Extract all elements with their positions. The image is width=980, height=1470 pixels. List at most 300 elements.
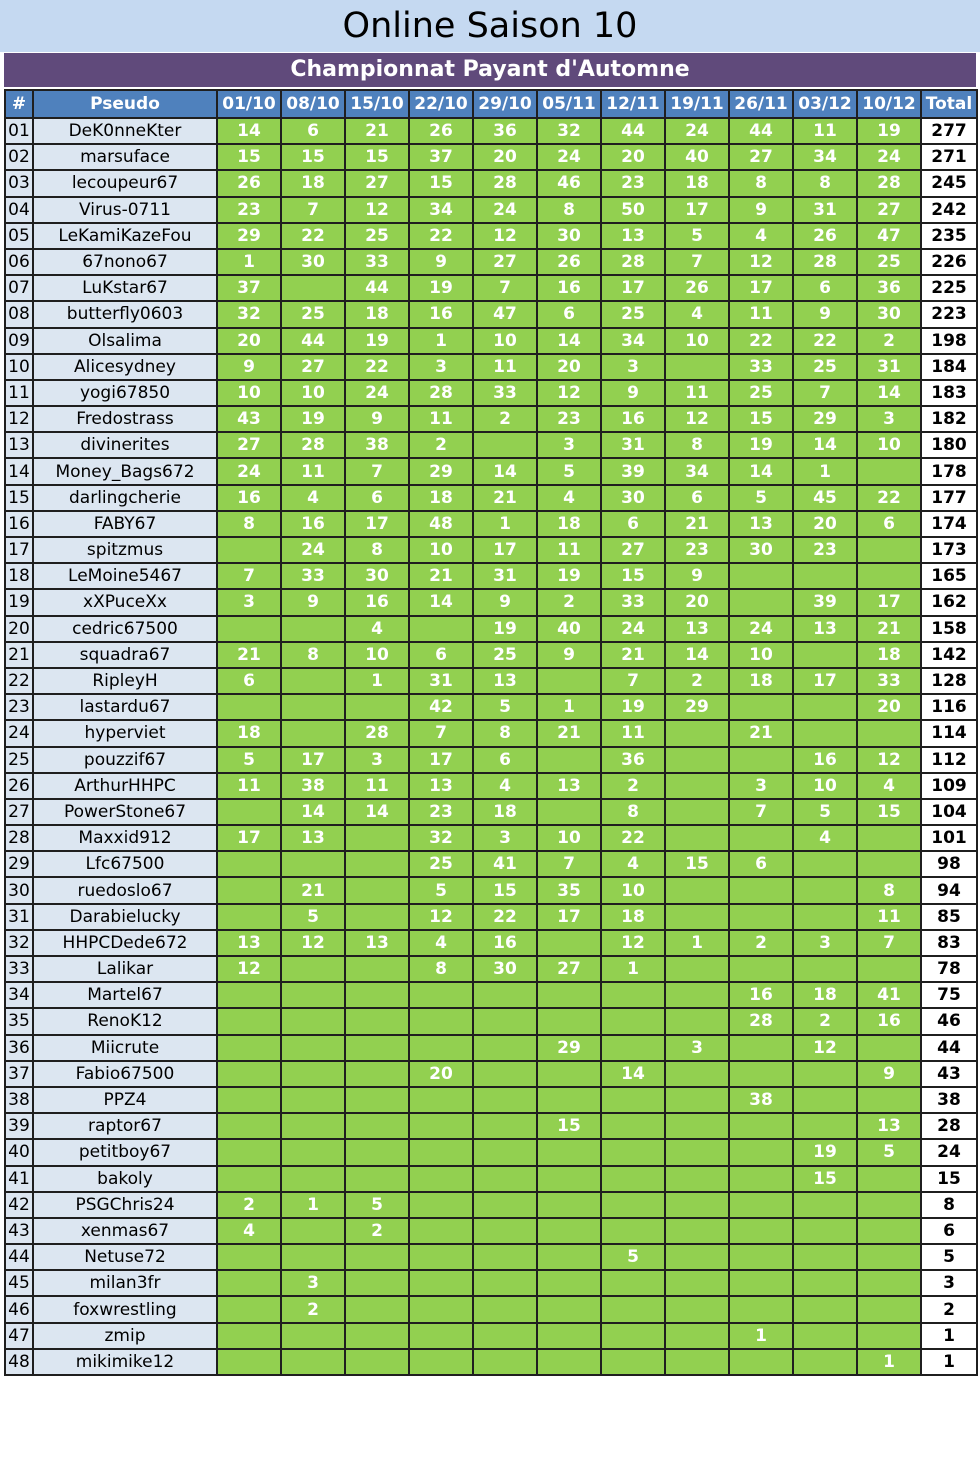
score-cell	[473, 432, 537, 458]
score-cell	[281, 1008, 345, 1034]
total-cell: 116	[921, 694, 977, 720]
score-cell: 11	[345, 773, 409, 799]
score-cell	[537, 1139, 601, 1165]
table-row	[5, 799, 977, 825]
total-cell: 277	[921, 118, 977, 144]
score-cell	[473, 1270, 537, 1296]
score-cell: 2	[793, 1008, 857, 1034]
pseudo-cell: HHPCDede672	[33, 930, 217, 956]
score-cell: 8	[601, 799, 665, 825]
score-cell: 12	[345, 197, 409, 223]
total-cell: 38	[921, 1087, 977, 1113]
rank-cell: 36	[5, 1035, 33, 1061]
score-cell: 9	[473, 589, 537, 615]
column-header-date: 15/10	[345, 90, 409, 118]
column-header-date: 26/11	[729, 90, 793, 118]
score-cell: 15	[665, 851, 729, 877]
score-cell: 1	[217, 249, 281, 275]
score-cell: 3	[665, 1035, 729, 1061]
score-cell	[409, 1349, 473, 1375]
score-cell: 7	[601, 668, 665, 694]
total-cell: 223	[921, 301, 977, 327]
score-cell: 20	[793, 511, 857, 537]
table-row	[5, 170, 977, 196]
pseudo-cell: ruedoslo67	[33, 877, 217, 903]
score-cell	[409, 1270, 473, 1296]
score-cell: 11	[281, 458, 345, 484]
rank-cell: 48	[5, 1349, 33, 1375]
score-cell: 18	[281, 170, 345, 196]
score-cell: 22	[345, 354, 409, 380]
total-cell: 2	[921, 1296, 977, 1322]
score-cell	[409, 1113, 473, 1139]
score-cell: 37	[217, 275, 281, 301]
score-cell	[729, 747, 793, 773]
pseudo-cell: Fabio67500	[33, 1061, 217, 1087]
score-cell	[729, 1218, 793, 1244]
total-cell: 98	[921, 851, 977, 877]
score-cell: 18	[409, 485, 473, 511]
score-cell: 24	[537, 144, 601, 170]
score-cell	[665, 825, 729, 851]
score-cell: 17	[537, 904, 601, 930]
score-cell: 10	[537, 825, 601, 851]
table-row	[5, 589, 977, 615]
score-cell: 14	[729, 458, 793, 484]
total-cell: 28	[921, 1113, 977, 1139]
rank-cell: 07	[5, 275, 33, 301]
score-cell: 19	[537, 563, 601, 589]
total-cell: 1	[921, 1349, 977, 1375]
rank-cell: 16	[5, 511, 33, 537]
score-cell	[793, 1244, 857, 1270]
score-cell: 22	[793, 328, 857, 354]
score-cell	[857, 1244, 921, 1270]
score-cell: 4	[537, 485, 601, 511]
score-cell	[665, 1192, 729, 1218]
score-cell: 28	[473, 170, 537, 196]
column-header-date: 19/11	[665, 90, 729, 118]
total-cell: 104	[921, 799, 977, 825]
score-cell: 23	[793, 537, 857, 563]
score-cell	[473, 1061, 537, 1087]
score-cell: 15	[281, 144, 345, 170]
score-cell: 14	[793, 432, 857, 458]
score-cell	[281, 694, 345, 720]
score-cell: 19	[857, 118, 921, 144]
score-cell: 36	[601, 747, 665, 773]
score-cell	[281, 1349, 345, 1375]
score-cell	[729, 1035, 793, 1061]
score-cell	[537, 1008, 601, 1034]
rank-cell: 24	[5, 720, 33, 746]
score-cell: 30	[281, 249, 345, 275]
score-cell: 6	[793, 275, 857, 301]
score-cell: 16	[793, 747, 857, 773]
score-cell: 16	[409, 301, 473, 327]
rank-cell: 40	[5, 1139, 33, 1165]
score-cell: 36	[473, 118, 537, 144]
score-cell	[473, 982, 537, 1008]
score-cell: 2	[281, 1296, 345, 1322]
score-cell	[217, 799, 281, 825]
score-cell: 7	[729, 799, 793, 825]
rank-cell: 08	[5, 301, 33, 327]
score-cell	[345, 904, 409, 930]
rank-cell: 32	[5, 930, 33, 956]
score-cell: 8	[217, 511, 281, 537]
score-cell: 14	[665, 642, 729, 668]
score-cell	[217, 1349, 281, 1375]
table-row	[5, 1008, 977, 1034]
score-cell: 26	[409, 118, 473, 144]
score-cell	[473, 1166, 537, 1192]
score-cell: 3	[217, 589, 281, 615]
rank-cell: 46	[5, 1296, 33, 1322]
score-cell: 14	[473, 458, 537, 484]
rank-cell: 33	[5, 956, 33, 982]
score-cell: 3	[281, 1270, 345, 1296]
rank-cell: 22	[5, 668, 33, 694]
score-cell: 5	[409, 877, 473, 903]
total-cell: 112	[921, 747, 977, 773]
score-cell: 15	[729, 406, 793, 432]
score-cell	[665, 720, 729, 746]
score-cell: 11	[217, 773, 281, 799]
table-row	[5, 1270, 977, 1296]
score-cell	[345, 982, 409, 1008]
column-header-pseudo: Pseudo	[33, 90, 217, 118]
score-cell: 28	[793, 249, 857, 275]
score-cell: 18	[345, 301, 409, 327]
table-row	[5, 223, 977, 249]
column-header-date: 08/10	[281, 90, 345, 118]
rank-cell: 28	[5, 825, 33, 851]
score-cell	[729, 1192, 793, 1218]
score-cell: 13	[729, 511, 793, 537]
score-cell	[281, 851, 345, 877]
score-cell: 17	[665, 197, 729, 223]
score-cell: 21	[665, 511, 729, 537]
score-cell: 18	[857, 642, 921, 668]
column-header-date: 12/11	[601, 90, 665, 118]
score-cell: 4	[281, 485, 345, 511]
score-cell: 5	[857, 1139, 921, 1165]
score-cell	[217, 1113, 281, 1139]
total-cell: 6	[921, 1218, 977, 1244]
score-cell: 38	[281, 773, 345, 799]
column-header-date: 10/12	[857, 90, 921, 118]
score-cell: 30	[473, 956, 537, 982]
score-cell	[473, 1035, 537, 1061]
score-cell	[473, 1244, 537, 1270]
rank-cell: 14	[5, 458, 33, 484]
score-cell: 29	[665, 694, 729, 720]
score-cell: 31	[793, 197, 857, 223]
pseudo-cell: PowerStone67	[33, 799, 217, 825]
score-cell: 1	[345, 668, 409, 694]
score-cell	[217, 904, 281, 930]
score-cell: 29	[537, 1035, 601, 1061]
score-cell: 12	[665, 406, 729, 432]
score-cell	[665, 799, 729, 825]
score-cell: 17	[729, 275, 793, 301]
score-cell: 9	[345, 406, 409, 432]
score-cell	[665, 773, 729, 799]
table-row	[5, 1218, 977, 1244]
score-cell: 12	[409, 904, 473, 930]
table-row	[5, 825, 977, 851]
score-cell: 13	[409, 773, 473, 799]
score-cell: 1	[857, 1349, 921, 1375]
score-cell	[281, 1087, 345, 1113]
score-cell: 6	[473, 747, 537, 773]
score-cell: 16	[729, 982, 793, 1008]
score-cell: 1	[281, 1192, 345, 1218]
score-cell: 13	[345, 930, 409, 956]
score-cell: 44	[729, 118, 793, 144]
score-cell: 26	[217, 170, 281, 196]
score-cell: 1	[665, 930, 729, 956]
score-cell: 8	[345, 537, 409, 563]
total-cell: 226	[921, 249, 977, 275]
total-cell: 3	[921, 1270, 977, 1296]
rank-cell: 34	[5, 982, 33, 1008]
score-cell: 24	[281, 537, 345, 563]
table-row	[5, 642, 977, 668]
score-cell: 13	[281, 825, 345, 851]
score-cell: 24	[665, 118, 729, 144]
score-cell	[537, 1349, 601, 1375]
score-cell: 12	[729, 249, 793, 275]
score-cell: 7	[857, 930, 921, 956]
score-cell: 27	[729, 144, 793, 170]
score-cell	[537, 1192, 601, 1218]
score-cell	[345, 1087, 409, 1113]
score-cell	[793, 1192, 857, 1218]
score-cell: 10	[473, 328, 537, 354]
pseudo-cell: Netuse72	[33, 1244, 217, 1270]
score-cell: 11	[665, 380, 729, 406]
total-cell: 5	[921, 1244, 977, 1270]
table-row	[5, 1113, 977, 1139]
rank-cell: 27	[5, 799, 33, 825]
score-cell	[857, 851, 921, 877]
table-row	[5, 197, 977, 223]
score-cell	[409, 982, 473, 1008]
score-cell	[345, 1166, 409, 1192]
rank-cell: 04	[5, 197, 33, 223]
score-cell: 2	[665, 668, 729, 694]
score-cell: 6	[281, 118, 345, 144]
score-cell: 26	[793, 223, 857, 249]
score-cell	[665, 1166, 729, 1192]
score-cell: 34	[665, 458, 729, 484]
column-header-rank: #	[5, 90, 33, 118]
score-cell: 29	[409, 458, 473, 484]
score-cell	[793, 563, 857, 589]
score-cell: 4	[601, 851, 665, 877]
pseudo-cell: cedric67500	[33, 616, 217, 642]
score-cell: 22	[473, 904, 537, 930]
score-cell	[473, 1113, 537, 1139]
score-cell	[345, 1270, 409, 1296]
score-cell	[729, 1139, 793, 1165]
score-cell	[345, 1061, 409, 1087]
total-cell: 271	[921, 144, 977, 170]
score-cell: 29	[217, 223, 281, 249]
score-cell: 5	[793, 799, 857, 825]
score-cell: 46	[537, 170, 601, 196]
score-cell: 10	[665, 328, 729, 354]
rank-cell: 45	[5, 1270, 33, 1296]
total-cell: 46	[921, 1008, 977, 1034]
score-cell: 22	[409, 223, 473, 249]
score-cell: 1	[729, 1323, 793, 1349]
score-cell: 21	[729, 720, 793, 746]
score-cell: 8	[281, 642, 345, 668]
score-cell	[665, 354, 729, 380]
table-row	[5, 458, 977, 484]
score-cell: 34	[601, 328, 665, 354]
score-cell	[793, 956, 857, 982]
score-cell: 45	[793, 485, 857, 511]
score-cell: 27	[473, 249, 537, 275]
score-cell: 5	[473, 694, 537, 720]
score-cell	[729, 1061, 793, 1087]
total-cell: 8	[921, 1192, 977, 1218]
score-cell	[345, 1349, 409, 1375]
score-cell: 21	[409, 563, 473, 589]
column-header-date: 05/11	[537, 90, 601, 118]
score-cell: 19	[473, 616, 537, 642]
score-cell	[793, 1296, 857, 1322]
pseudo-cell: marsuface	[33, 144, 217, 170]
score-cell: 19	[793, 1139, 857, 1165]
score-cell	[857, 1192, 921, 1218]
pseudo-cell: hyperviet	[33, 720, 217, 746]
score-cell: 27	[601, 537, 665, 563]
table-row	[5, 563, 977, 589]
score-cell	[665, 1296, 729, 1322]
score-cell: 27	[217, 432, 281, 458]
table-row	[5, 118, 977, 144]
score-cell	[281, 1113, 345, 1139]
score-cell: 3	[409, 354, 473, 380]
score-cell: 10	[729, 642, 793, 668]
score-cell: 27	[345, 170, 409, 196]
score-cell: 25	[345, 223, 409, 249]
pseudo-cell: Lfc67500	[33, 851, 217, 877]
score-cell	[601, 1087, 665, 1113]
score-cell	[601, 1008, 665, 1034]
score-cell: 2	[409, 432, 473, 458]
score-cell	[601, 1270, 665, 1296]
total-cell: 184	[921, 354, 977, 380]
table-row	[5, 1139, 977, 1165]
score-cell	[537, 668, 601, 694]
score-cell	[729, 1296, 793, 1322]
total-cell: 177	[921, 485, 977, 511]
score-cell: 11	[793, 118, 857, 144]
rank-cell: 17	[5, 537, 33, 563]
score-cell: 24	[729, 616, 793, 642]
score-cell	[729, 825, 793, 851]
table-row	[5, 1087, 977, 1113]
score-cell: 17	[281, 747, 345, 773]
score-cell	[665, 1270, 729, 1296]
score-cell: 6	[409, 642, 473, 668]
pseudo-cell: FABY67	[33, 511, 217, 537]
score-cell	[793, 1270, 857, 1296]
score-cell	[857, 1218, 921, 1244]
score-cell: 23	[601, 170, 665, 196]
score-cell: 24	[857, 144, 921, 170]
score-cell: 3	[345, 747, 409, 773]
score-cell	[665, 1323, 729, 1349]
score-cell: 18	[537, 511, 601, 537]
score-cell: 24	[345, 380, 409, 406]
score-cell: 6	[217, 668, 281, 694]
score-cell	[217, 851, 281, 877]
total-cell: 94	[921, 877, 977, 903]
table-row	[5, 380, 977, 406]
score-cell: 15	[345, 144, 409, 170]
score-cell	[665, 1218, 729, 1244]
score-cell: 28	[409, 380, 473, 406]
score-cell: 8	[793, 170, 857, 196]
score-cell: 8	[409, 956, 473, 982]
score-cell: 6	[601, 511, 665, 537]
score-cell	[281, 1244, 345, 1270]
score-cell: 7	[345, 458, 409, 484]
score-cell: 23	[409, 799, 473, 825]
score-cell	[345, 1296, 409, 1322]
score-cell: 38	[345, 432, 409, 458]
score-cell	[537, 930, 601, 956]
score-cell	[665, 747, 729, 773]
total-cell: 83	[921, 930, 977, 956]
score-cell: 9	[409, 249, 473, 275]
score-cell: 22	[281, 223, 345, 249]
score-cell: 10	[793, 773, 857, 799]
score-cell: 33	[857, 668, 921, 694]
score-cell	[217, 616, 281, 642]
score-cell: 2	[729, 930, 793, 956]
score-cell: 7	[281, 197, 345, 223]
table-row	[5, 904, 977, 930]
score-cell: 14	[601, 1061, 665, 1087]
table-row	[5, 1192, 977, 1218]
score-cell: 40	[665, 144, 729, 170]
total-cell: 109	[921, 773, 977, 799]
table-row	[5, 616, 977, 642]
rank-cell: 31	[5, 904, 33, 930]
standings-table	[4, 89, 978, 1376]
score-cell: 10	[345, 642, 409, 668]
score-cell	[537, 1087, 601, 1113]
score-cell	[857, 956, 921, 982]
rank-cell: 01	[5, 118, 33, 144]
rank-cell: 25	[5, 747, 33, 773]
score-cell: 5	[665, 223, 729, 249]
score-cell	[345, 825, 409, 851]
rank-cell: 44	[5, 1244, 33, 1270]
rank-cell: 10	[5, 354, 33, 380]
score-cell: 1	[793, 458, 857, 484]
column-header-total: Total	[921, 90, 977, 118]
score-cell: 17	[857, 589, 921, 615]
